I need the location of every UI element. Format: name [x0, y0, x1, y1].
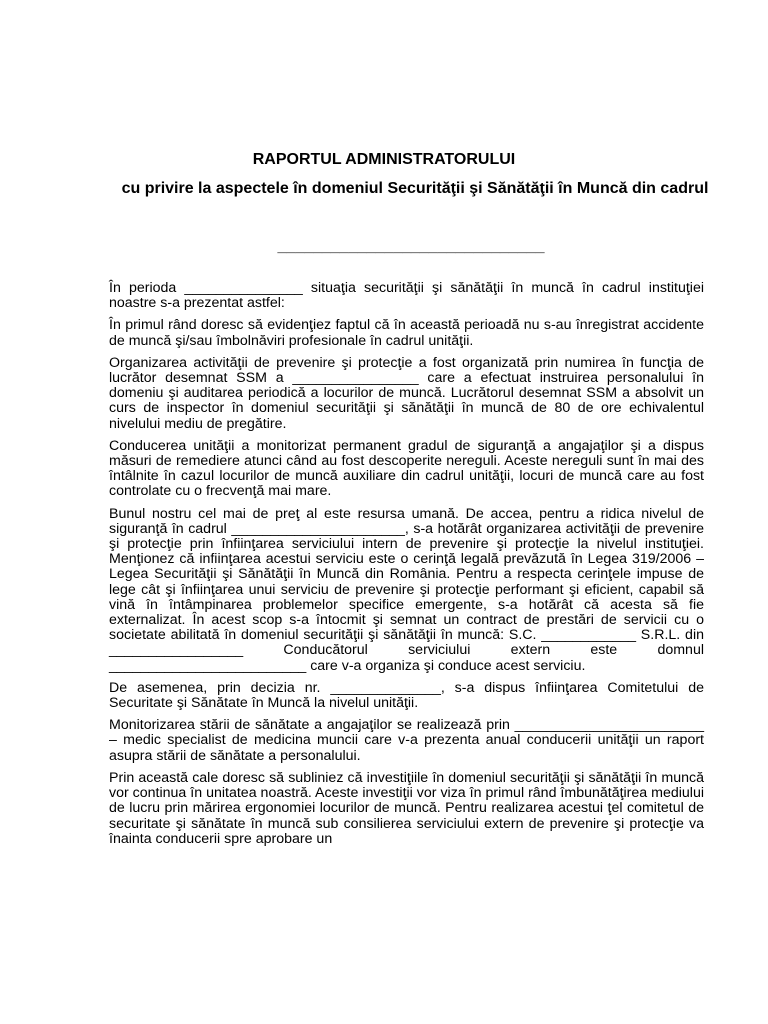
paragraph-organization: Organizarea activităţii de prevenire şi protecţie a fost organizată prin numirea în funcţia de lucrător desemnat SSM a ________________ care a efectuat instruirea personalului în domeniu şi auditarea periodică a locurilor de muncă. Lucrătorul desemnat SSM a absolvit un curs de inspector în domeniul securităţii şi sănătăţii în muncă de 80 de ore echivalentul nivelului mediu de pregătire. — [109, 354, 704, 432]
paragraph-monitoring: Conducerea unităţii a monitorizat permanent gradul de siguranţă a angajaţilor şi a dispus măsuri de remediere atunci când au fost descoperite nereguli. Aceste nereguli sunt în mai des întâlnite în cazul locurilor de muncă auxiliare din cadrul unităţii, locuri de muncă care au fost controlate cu o frecvenţă mai mare. — [109, 437, 704, 500]
paragraph-no-accidents: În primul rând doresc să evidenţiez faptul că în această perioadă nu s-au înregistrat accidente de muncă şi/sau îmbolnăviri profesionale în cadrul unităţii. — [109, 317, 704, 349]
company-blank-line: ______________________________ — [277, 238, 545, 255]
paragraph-human-resource: Bunul nostru cel mai de preţ al este resursa umană. De accea, pentru a ridica nivelul de siguranţă în cadrul ______________________, s-a hotărât organizarea activităţii de prevenire şi protecţie prin înfiinţarea serviciului intern de prevenire şi protecţie la nivelul instituţiei. Menţionez că infiinţarea acestui serviciu este o cerinţă legală prevăzută în Legea 319/2006 – Legea Securităţii şi Sănătăţii în Muncă din România. Pentru a respecta cerinţele impuse de lege cât şi înfiinţarea unui serviciu de prevenire şi protecţie performant şi eficient, capabil să vină în întâmpinarea problemelor specifice emergente, s-a hotărât că acesta să fie externalizat. În acest scop s-a întocmit şi semnat un contract de prestări de servicii cu o societate abilitată în domeniul securităţii şi sănătăţii în muncă: S.C. ____________ S.R.L. din _________________ Conducătorul serviciului extern este domnul _________________________ care v-a organiza şi conduce acest serviciu. — [109, 505, 704, 674]
paragraph-period: În perioda _______________ situaţia securităţii şi sănătăţii în muncă în cadrul instituţiei noastre s-a prezentat astfel: — [109, 280, 704, 312]
report-subtitle: cu privire la aspectele în domeniul Securităţii şi Sănătăţii în Muncă din cadrul — [121, 180, 709, 197]
paragraph-investments: Prin această cale doresc să subliniez că investiţiile în domeniul securităţii şi sănătăţii în muncă vor continua în unitatea noastră. Aceste investiţii vor viza în primul rând îmbunătăţirea mediului de lucru prin mărirea ergonomiei locurilor de muncă. Pentru realizarea acestui ţel comitetul de securitate şi sănătate în muncă sub consilierea serviciului extern de prevenire şi protecţie va înainta conducerii spre aprobare un — [109, 769, 704, 847]
report-title: RAPORTUL ADMINISTRATORULUI — [252, 151, 516, 168]
report-body — [109, 281, 704, 854]
paragraph-committee: De asemenea, prin decizia nr. ______________, s-a dispus înfiinţarea Comitetului de Securitate şi Sănătate în Muncă la nivelul unităţii. — [109, 679, 704, 712]
paragraph-health-monitoring: Monitorizarea stării de sănătate a angajaţilor se realizează prin ________________________ – medic specialist de medicina muncii care v-a prezenta anual conducerii unităţii un raport asupra stării de sănătate a personalului. — [109, 717, 704, 764]
